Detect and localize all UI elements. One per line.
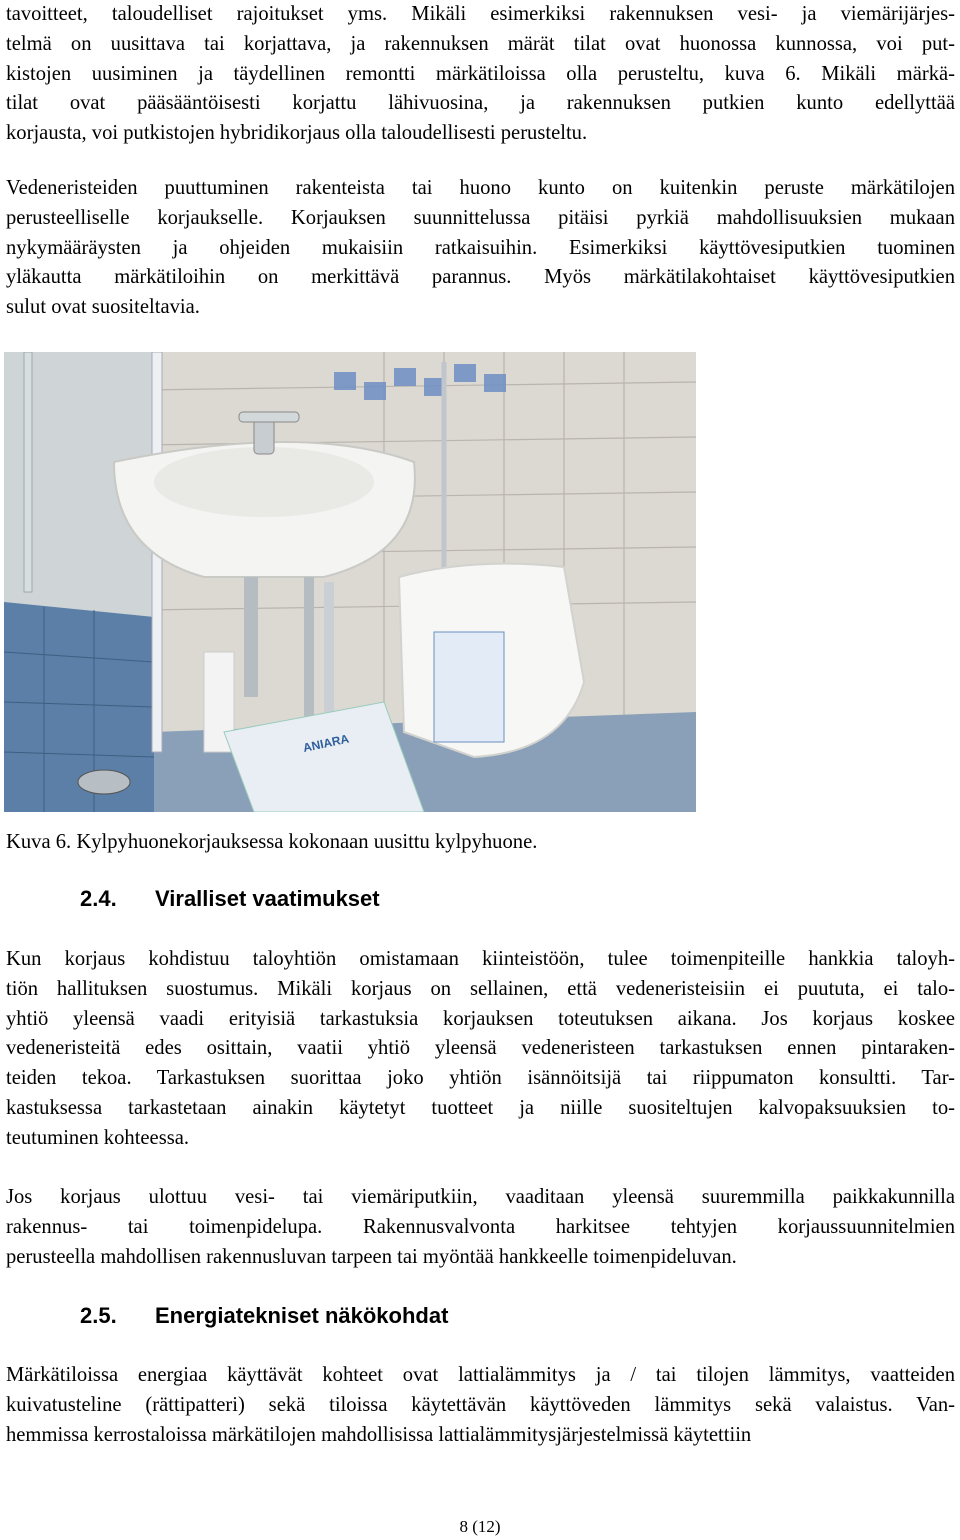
text-line: hemmissa kerrostaloissa märkätilojen mahdollisissa lattialämmitysjärjestelmissä käytettiin (6, 1423, 752, 1446)
text-line: teutuminen kohteessa. (6, 1126, 190, 1149)
section-heading-2-4 (80, 885, 380, 913)
section-heading-2-5 (80, 1302, 448, 1330)
text-line: yläkautta märkätiloihin on merkittävä parannus. Myös märkätilakohtaiset käyttövesiputkien (6, 266, 955, 289)
text-line: tiön hallituksen suostumus. Mikäli korjaus on sellainen, että vedeneristeisiin ei puututa, ei talo- (6, 977, 955, 1000)
paragraph (6, 1361, 955, 1450)
text-line: Vedeneristeiden puuttuminen rakenteista tai huono kunto on kuitenkin peruste märkätilojen (6, 177, 955, 199)
packaging-label: ANIARA (301, 731, 351, 755)
section-number: 2.5. (80, 1303, 117, 1328)
text-line: yhtiö yleensä vaadi erityisiä tarkastuksia korjauksen toteutuksen aikana. Jos korjaus koskee (6, 1007, 955, 1030)
text-line: kuivatusteline (rättipatteri) sekä tiloissa käytettävän käyttöveden lämmitys sekä valaistus. Van- (6, 1393, 955, 1416)
text-line: telmä on uusittava tai korjattava, ja rakennuksen märät tilat ovat huonossa kunnossa, voi put- (6, 32, 955, 55)
text-line: perusteelliselle korjaukselle. Korjauksen suunnittelussa pitäisi pyrkiä mahdollisuuksien mukaan (6, 206, 955, 229)
text-line: Märkätiloissa energiaa käyttävät kohteet ovat lattialämmitys ja / tai tilojen lämmitys, vaatteiden (6, 1364, 955, 1386)
text-line: teiden tekoa. Tarkastuksen suorittaa joko yhtiön isännöitsijä tai riippumaton konsultti. Tar- (6, 1067, 955, 1090)
text-line: perusteella mahdollisen rakennusluvan tarpeen tai myöntää hankkeelle toimenpideluvan. (6, 1245, 737, 1268)
bathroom-photo (4, 352, 696, 812)
text-line: Kun korjaus kohdistuu taloyhtiön omistamaan kiinteistöön, tulee toimenpiteille hankkia taloyh- (6, 948, 955, 970)
text-line: rakennus- tai toimenpidelupa. Rakennusvalvonta harkitsee tehtyjen korjaussuunnitelmien (6, 1215, 955, 1238)
text-line: tilat ovat pääsääntöisesti korjattu lähivuosina, ja rakennuksen putkien kunto edellyttää (6, 92, 955, 115)
text-line: vedeneristeitä edes osittain, vaatii yhtiö yleensä vedeneristeen tarkastuksen ennen pintaraken- (6, 1037, 955, 1060)
text-line: sulut ovat suositeltavia. (6, 296, 200, 319)
paragraph (6, 0, 955, 149)
text-line: nykymääräysten ja ohjeiden mukaisiin ratkaisuihin. Esimerkiksi käyttövesiputkien tuominen (6, 236, 955, 259)
text-line: Jos korjaus ulottuu vesi- tai viemäriputkiin, vaaditaan yleensä suuremmilla paikkakunnilla (6, 1186, 955, 1208)
figure-caption: Kuva 6. Kylpyhuonekorjauksessa kokonaan uusittu kylpyhuone. (6, 831, 538, 853)
text-line: tavoitteet, taloudelliset rajoitukset yms. Mikäli esimerkiksi rakennuksen vesi- ja viemärijärjes- (6, 3, 955, 25)
text-line: kastuksessa tarkastetaan ainakin käytetyt tuotteet ja niille suositeltujen kalvopaksuuksien to- (6, 1096, 955, 1119)
page-number: 8 (12) (459, 1517, 501, 1536)
paragraph (6, 1183, 955, 1272)
paragraph (6, 174, 955, 323)
section-title: Energiatekniset näkökohdat (155, 1303, 449, 1328)
text-line: kistojen uusiminen ja täydellinen remontti märkätiloissa olla perusteltu, kuva 6. Mikäli märkä- (6, 62, 955, 85)
section-number: 2.4. (80, 886, 117, 911)
paragraph (6, 945, 955, 1154)
section-title: Viralliset vaatimukset (155, 886, 380, 911)
text-line: korjausta, voi putkistojen hybridikorjaus olla taloudellisesti perusteltu. (6, 122, 588, 145)
